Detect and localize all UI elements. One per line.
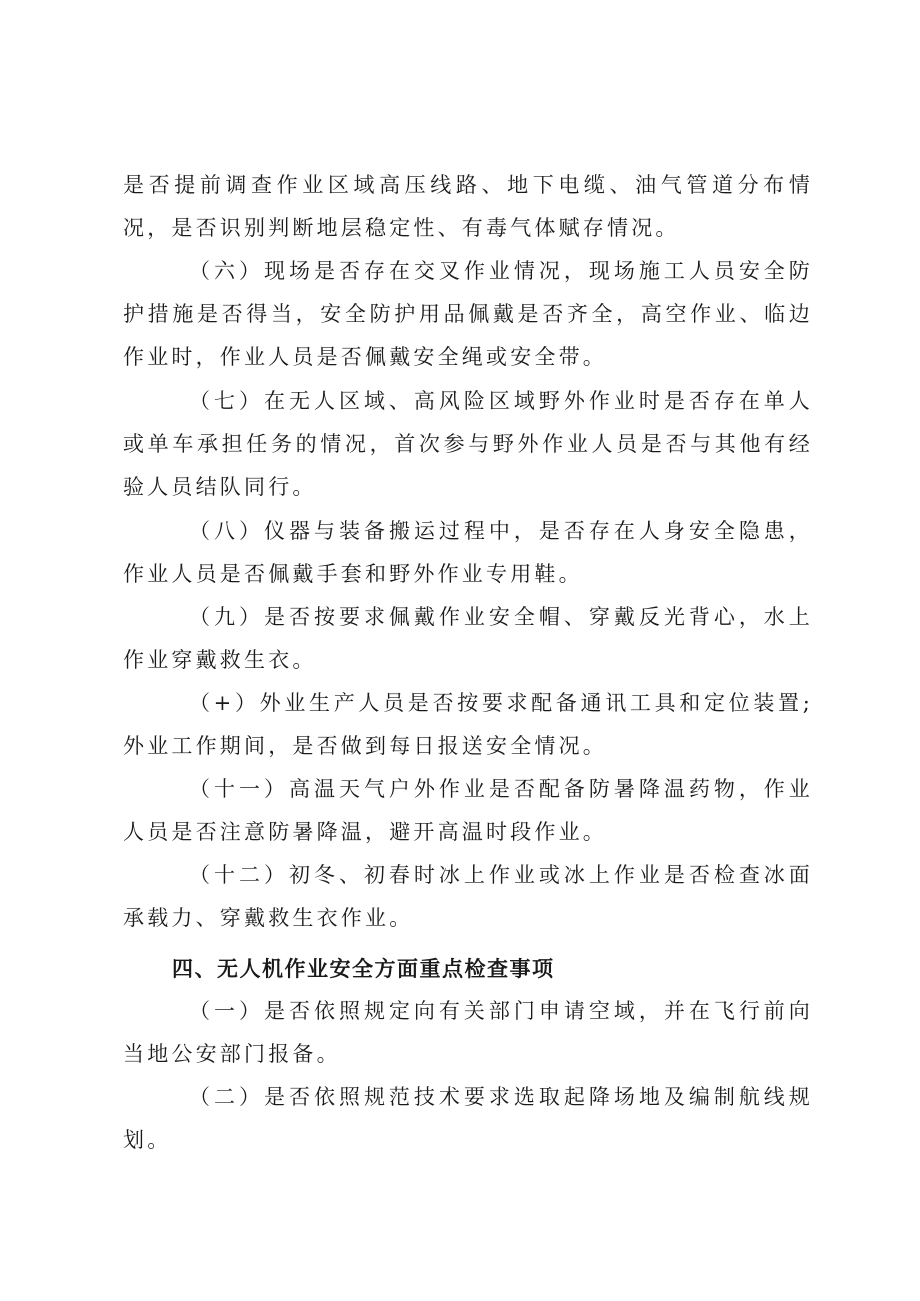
paragraph-drone-item-2: （二）是否依照规范技术要求选取起降场地及编制航线规划。 bbox=[123, 1085, 813, 1152]
paragraph-drone-item-1: （一）是否依照规定向有关部门申请空域，并在飞行前向当地公安部门报备。 bbox=[123, 999, 813, 1066]
paragraph-item-7: （七）在无人区域、高风险区域野外作业时是否存在单人或单车承担任务的情况，首次参与野外作业人员是否与其他有经验人员结队同行。 bbox=[123, 389, 813, 499]
paragraph-item-9: （九）是否按要求佩戴作业安全帽、穿戴反光背心，水上作业穿戴救生衣。 bbox=[123, 605, 813, 672]
paragraph-item-11: （十一）高温天气户外作业是否配备防暑降温药物，作业人员是否注意防暑降温，避开高温时段作业。 bbox=[123, 777, 813, 844]
paragraph-item-6: （六）现场是否存在交叉作业情况，现场施工人员安全防护措施是否得当，安全防护用品佩戴是否齐全，高空作业、临边作业时，作业人员是否佩戴安全绳或安全带。 bbox=[123, 259, 813, 369]
paragraph-continued-survey: 是否提前调查作业区域高压线路、地下电缆、油气管道分布情况，是否识别判断地层稳定性、有毒气体赋存情况。 bbox=[123, 173, 813, 240]
paragraph-item-12: （十二）初冬、初春时冰上作业或冰上作业是否检查冰面承载力、穿戴救生衣作业。 bbox=[123, 863, 813, 930]
paragraph-item-8: （八）仪器与装备搬运过程中，是否存在人身安全隐患，作业人员是否佩戴手套和野外作业专用鞋。 bbox=[123, 519, 813, 586]
paragraph-item-10: （+）外业生产人员是否按要求配备通讯工具和定位装置;外业工作期间，是否做到每日报送安全情况。 bbox=[123, 691, 813, 758]
section-heading-drone-safety: 四、无人机作业安全方面重点检查事项 bbox=[172, 957, 555, 981]
